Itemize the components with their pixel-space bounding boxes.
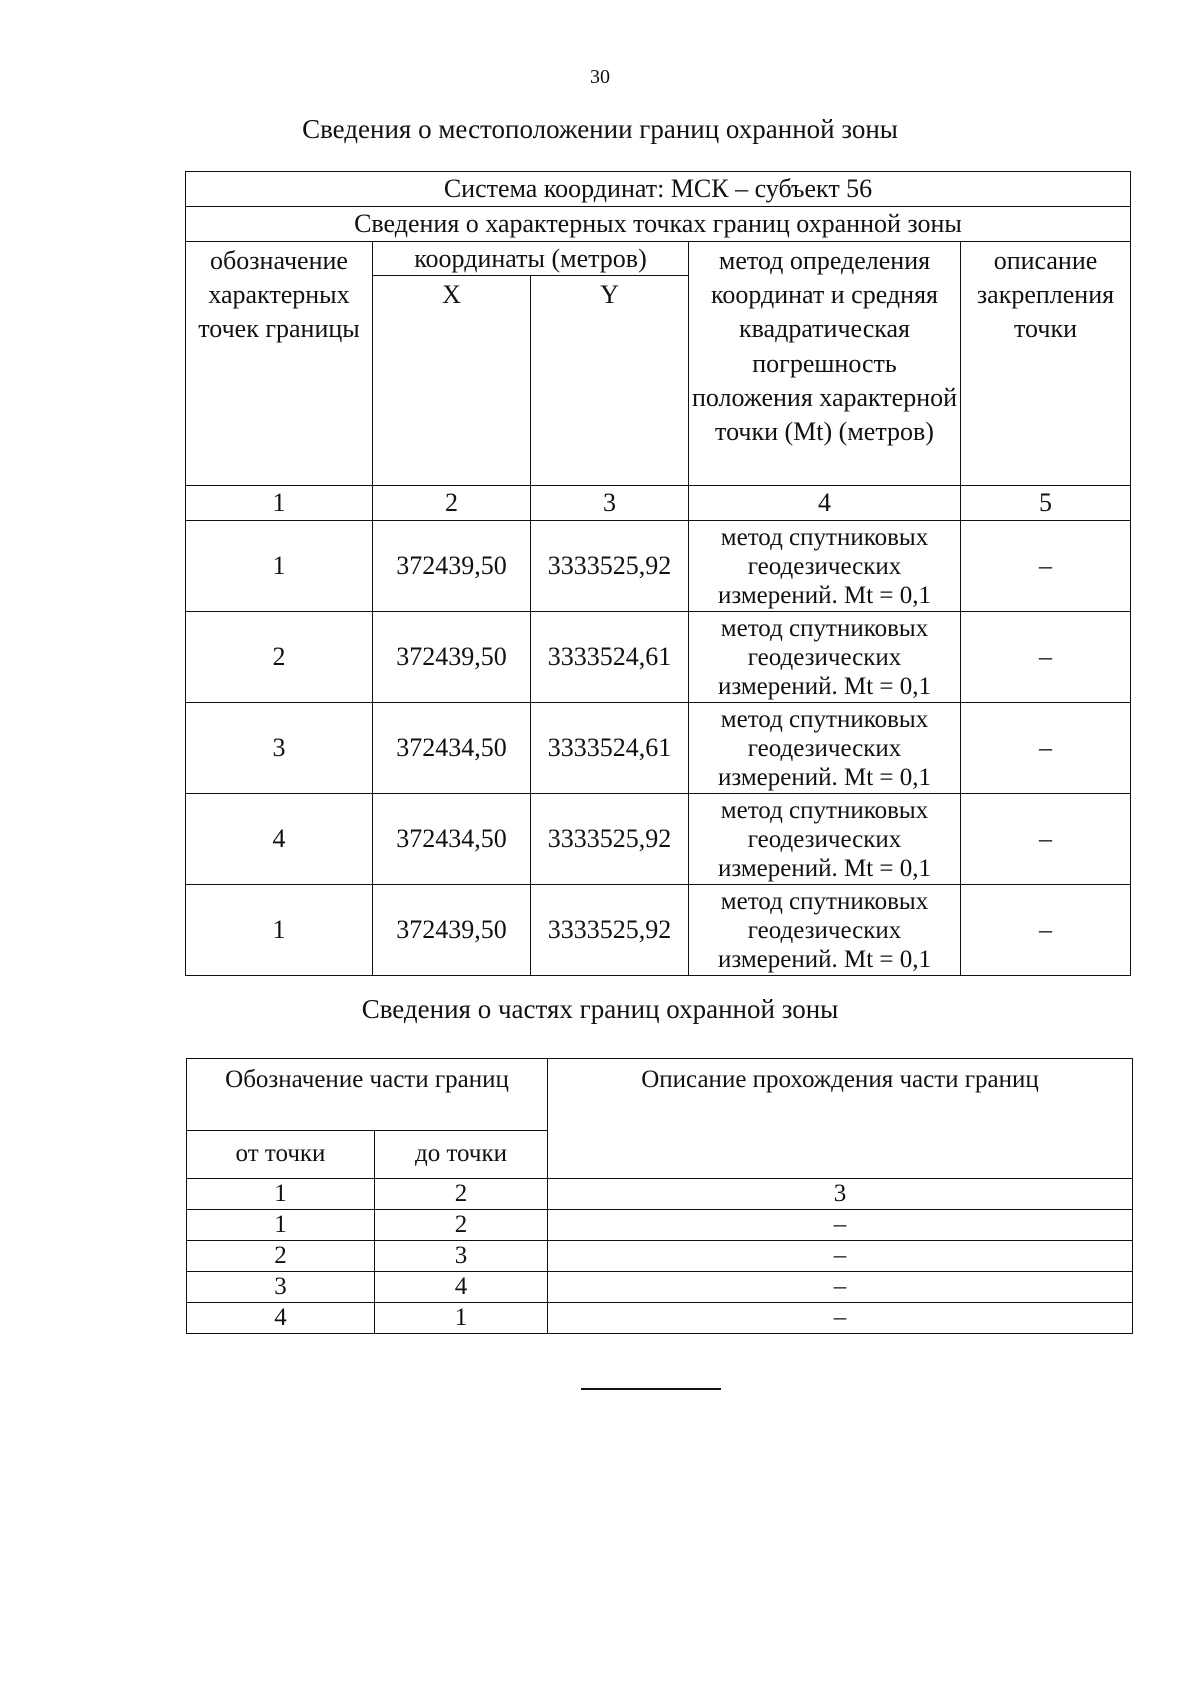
points-table-subtitle: Сведения о характерных точках границ охранной зоны bbox=[186, 206, 1131, 241]
to-point: 3 bbox=[375, 1241, 548, 1272]
table-row bbox=[187, 1303, 1133, 1334]
points-section-title: Сведения о местоположении границ охранной зоны bbox=[302, 114, 898, 144]
fixing-cell: – bbox=[961, 885, 1131, 976]
method-cell: метод спутниковых геодезических измерений. Mt = 0,1 bbox=[689, 521, 961, 612]
boundary-points-table bbox=[185, 171, 1131, 976]
boundary-parts-table bbox=[186, 1058, 1133, 1334]
point-number: 4 bbox=[186, 794, 373, 885]
column-number: 4 bbox=[689, 486, 961, 521]
coord-x: 372439,50 bbox=[373, 521, 531, 612]
to-point: 4 bbox=[375, 1272, 548, 1303]
coord-x: 372439,50 bbox=[373, 612, 531, 703]
coordinate-system-cell: Система координат: МСК – субъект 56 bbox=[186, 172, 1131, 207]
table-row bbox=[187, 1241, 1133, 1272]
column-number: 1 bbox=[187, 1179, 375, 1210]
part-description: – bbox=[548, 1210, 1133, 1241]
method-cell: метод спутниковых геодезических измерений. Mt = 0,1 bbox=[689, 612, 961, 703]
point-number: 2 bbox=[186, 612, 373, 703]
column-number: 1 bbox=[186, 486, 373, 521]
header-fixing: описание закрепления точки bbox=[961, 241, 1131, 486]
method-cell: метод спутниковых геодезических измерений. Mt = 0,1 bbox=[689, 885, 961, 976]
column-number: 3 bbox=[531, 486, 689, 521]
table-row bbox=[187, 1210, 1133, 1241]
coord-x: 372434,50 bbox=[373, 703, 531, 794]
method-cell: метод спутниковых геодезических измерений. Mt = 0,1 bbox=[689, 794, 961, 885]
point-number: 1 bbox=[186, 521, 373, 612]
page-number: 30 bbox=[590, 66, 610, 88]
end-separator-line bbox=[581, 1388, 721, 1390]
header-coordinates: координаты (метров) bbox=[373, 241, 689, 276]
fixing-cell: – bbox=[961, 612, 1131, 703]
header-to-point: до точки bbox=[375, 1131, 548, 1179]
coord-y: 3333525,92 bbox=[531, 885, 689, 976]
fixing-cell: – bbox=[961, 794, 1131, 885]
column-number: 5 bbox=[961, 486, 1131, 521]
table-row bbox=[186, 612, 1131, 703]
header-y: Y bbox=[531, 276, 689, 486]
point-number: 1 bbox=[186, 885, 373, 976]
fixing-cell: – bbox=[961, 703, 1131, 794]
from-point: 2 bbox=[187, 1241, 375, 1272]
coord-y: 3333524,61 bbox=[531, 612, 689, 703]
from-point: 1 bbox=[187, 1210, 375, 1241]
table-row bbox=[186, 703, 1131, 794]
coord-y: 3333524,61 bbox=[531, 703, 689, 794]
parts-section-title: Сведения о частях границ охранной зоны bbox=[361, 994, 839, 1024]
header-from-point: от точки bbox=[187, 1131, 375, 1179]
part-description: – bbox=[548, 1241, 1133, 1272]
table-row bbox=[187, 1272, 1133, 1303]
table-row bbox=[186, 521, 1131, 612]
header-method: метод определения координат и средняя квадратическая погрешность положения характерной точки (Mt) (метров) bbox=[689, 241, 961, 486]
table-row bbox=[186, 794, 1131, 885]
column-number-row bbox=[187, 1179, 1133, 1210]
coord-y: 3333525,92 bbox=[531, 521, 689, 612]
column-number: 3 bbox=[548, 1179, 1133, 1210]
header-x: X bbox=[373, 276, 531, 486]
to-point: 2 bbox=[375, 1210, 548, 1241]
from-point: 4 bbox=[187, 1303, 375, 1334]
fixing-cell: – bbox=[961, 521, 1131, 612]
to-point: 1 bbox=[375, 1303, 548, 1334]
from-point: 3 bbox=[187, 1272, 375, 1303]
point-number: 3 bbox=[186, 703, 373, 794]
coord-x: 372439,50 bbox=[373, 885, 531, 976]
coord-x: 372434,50 bbox=[373, 794, 531, 885]
header-point-designation: обозначение характерных точек границы bbox=[186, 241, 373, 486]
column-number: 2 bbox=[373, 486, 531, 521]
column-number: 2 bbox=[375, 1179, 548, 1210]
part-description: – bbox=[548, 1303, 1133, 1334]
method-cell: метод спутниковых геодезических измерений. Mt = 0,1 bbox=[689, 703, 961, 794]
coord-y: 3333525,92 bbox=[531, 794, 689, 885]
header-part-description: Описание прохождения части границ bbox=[548, 1059, 1133, 1179]
part-description: – bbox=[548, 1272, 1133, 1303]
table-row bbox=[186, 885, 1131, 976]
header-part-designation: Обозначение части границ bbox=[187, 1059, 548, 1131]
column-number-row bbox=[186, 486, 1131, 521]
